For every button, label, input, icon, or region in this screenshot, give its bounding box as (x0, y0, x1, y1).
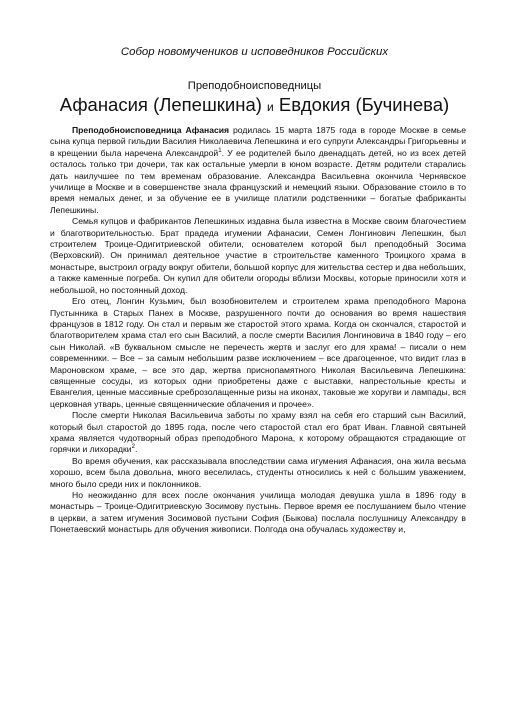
paragraph-text-tail: . (134, 444, 138, 455)
paragraph-2: Семья купцов и фабрикантов Лепешкиных издавна была известна в Москве своим благочестием и благотворительностью. Брат прадеда игумении Афанасии, Семен Лонгинович Лепешкин, был строителем Троице-Одигитриевской обители, основателем которой был преподобный Зосима (Верховский). Он принимал деятельное участие в строительстве каменного Троицкого храма в монастыре, выстроил ограду вокруг обители, большой корпус для жительства сестер и два небольших, а также каменные погреба. Он купил для обители огороды вблизи Москвы, которые приносили хотя и небольшой, но постоянный доход. (50, 216, 466, 295)
paragraph-text: После смерти Николая Васильевича заботы по храму взял на себя его старший сын Василий, который был старостой до 1895 года, после чего старостой стал его брат Иван. Главной святыней храма является чудотворный образ преподобного Марона, к которому обращаются страдающие от горячки и лихорадки (50, 410, 466, 455)
paragraph-1 (50, 125, 466, 216)
paragraph-4 (50, 410, 466, 456)
page-title (0, 94, 509, 118)
title-part-1: Афанасия (Лепешкина) (59, 94, 262, 115)
paragraph-3: Его отец, Лонгин Кузьмич, был возобновителем и строителем храма преподобного Марона Пустынника в Старых Панех в Москве, разрушенного почти до основания во время нашествия французов в 1812 году. Он стал и первым же старостой этого храма. Когда он скончался, старостой и благотворителем храма стал его сын Василий, а после смерти Василия Лонгиновича в 1840 году – его сын Николай. «В буквальном смысле не перечесть жертв и заслуг его для храма! – писали о нем современники. – Все – за самым небольшим разве исключением – все драгоценное, что видит глаз в Мароновском храме, – все это дар, жертва приснопамятного Николая Васильевича Лепешкина: священные сосуды, из которых одни приобретены даже с выставки, напрестольные кресты и Евангелия, ценные массивные среброзолащенные ризы на иконах, таковые же хоругви и лампады, вся церковная утварь, ценные священнические облачения и прочее». (50, 296, 466, 409)
paragraph-lead: Преподобноисповедница Афанасия (72, 125, 230, 135)
paragraph-5: Во время обучения, как рассказывала впоследствии сама игумения Афанасия, она жила весьма хорошо, всем была довольна, много веселилась, студенты относились к ней с большим уважением, много было среди них и поклонников. (50, 455, 466, 489)
paragraph-text-tail: . У ее родителей было двенадцать детей, но из всех детей осталось только три дочери, так как остальные умерли в юном возрасте. Детям родители старались дать наилучшее по тем временам образование. Александра Васильевна окончила Чернявское училище в Москве и в совершенстве знала французский и немецкий языки. Образование стоило в то время немалых денег, и за обучение ее в училище платили родственники – богатые фабриканты Лепешкины. (50, 147, 466, 215)
title-conjunction: и (267, 100, 274, 114)
paragraph-text: родилась 15 марта 1875 года в городе Москве в семье сына купца первой гильдии Василия Николаевича Лепешкина и его супруги Александры Григорьевны и в крещении была наречена Александрой (50, 125, 466, 158)
pretitle: Преподобноисповедницы (187, 80, 322, 92)
running-header: Собор новомучеников и исповедников Российских (120, 46, 389, 58)
article-body (50, 125, 466, 536)
title-part-2: Евдокия (Бучинева) (278, 94, 450, 115)
footnote-ref-1[interactable]: 1 (218, 147, 222, 154)
paragraph-6: Но неожиданно для всех после окончания училища молодая девушка ушла в 1896 году в монастырь – Троице-Одигитриевскую Зосимову пустынь. Первое время ее послушанием было чтение в церкви, а затем игумения Зосимовой пустыни София (Быкова) послала послушницу Александру в Понетаевский монастырь для обучения живописи. Полгода она обучалась художеству и, (50, 490, 466, 535)
footnote-ref-2[interactable]: 2 (131, 444, 135, 451)
